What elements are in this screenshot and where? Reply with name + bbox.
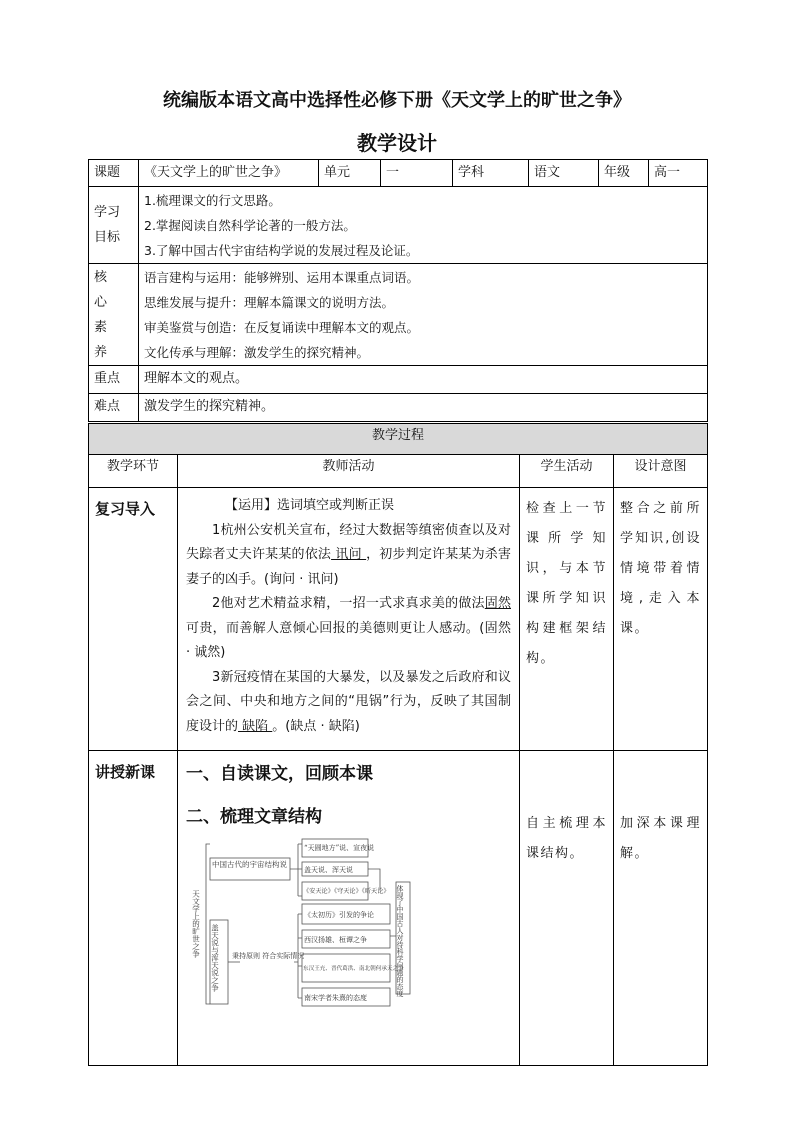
review-question-2: 2他对艺术精益求精，一招一式求真求美的做法固然 可贵，而善解人意倾心回报的美德则更让人感动。(固然 · 诚然) xyxy=(186,596,511,660)
core-item: 语言建构与运用：能够辨别、运用本课重点词语。 xyxy=(144,269,420,285)
diagram-conclusion: 体现了中国古人对待科学问题的态度 xyxy=(396,885,404,997)
newlesson-teacher-activity xyxy=(178,751,520,1066)
answer-blank: 缺陷 xyxy=(238,718,273,734)
diagram-root: 天文学上的旷世之争 xyxy=(191,890,201,958)
process-table xyxy=(88,423,708,1066)
goals-label: 学习 目标 xyxy=(89,187,139,264)
stage-review: 复习导入 xyxy=(89,488,178,751)
stage-new-lesson: 讲授新课 xyxy=(89,751,178,1066)
newlesson-design-intent: 加深本课理解。 xyxy=(614,751,708,1066)
diagram-branch1-item: 盖天说、浑天说 xyxy=(304,866,353,874)
document-subtitle: 教学设计 xyxy=(357,131,437,155)
unit-value: 一 xyxy=(381,160,453,187)
answer-blank: 固然 xyxy=(484,596,511,611)
difficult-label: 难点 xyxy=(89,394,139,422)
subject-label: 学科 xyxy=(453,160,529,187)
diagram-branch2-item: 西汉扬雄、桓谭之争 xyxy=(304,936,367,944)
diagram-branch2-item: 南宋学者朱熹的态度 xyxy=(304,994,367,1002)
review-teacher-activity xyxy=(178,488,520,751)
newlesson-student-activity: 自主梳理本课结构。 xyxy=(520,751,614,1066)
review-question-1: 1杭州公安机关宣布，经过大数据等缜密侦查以及对失踪者丈夫许某某的依法 讯问 ，初步判定许某某为杀害妻子的凶手。(询问 · 讯问) xyxy=(186,522,511,587)
structure-diagram-svg xyxy=(190,838,412,1010)
col-intent: 设计意图 xyxy=(614,455,708,488)
review-intro: 【运用】选词填空或判断正误 xyxy=(225,498,395,513)
diagram-branch2-item: 《太初历》引发的争论 xyxy=(304,911,374,919)
section-heading-2: 二、梳理文章结构 xyxy=(186,807,322,827)
answer-blank: 讯问 xyxy=(331,547,367,562)
review-student-activity: 检查上一节课所学知识，与本节课所学知识构建框架结构。 xyxy=(520,488,614,751)
goal-item: 2.掌握阅读自然科学论著的一般方法。 xyxy=(144,217,356,233)
topic-label: 课题 xyxy=(89,160,139,187)
key-value: 理解本文的观点。 xyxy=(139,366,708,394)
review-question-3: 3新冠疫情在某国的大暴发，以及暴发之后政府和议会之间、中央和地方之间的“甩锅”行为，反映了其国制度设计的 缺陷 。(缺点 · 缺陷) xyxy=(186,669,511,734)
col-stage: 教学环节 xyxy=(89,455,178,488)
subject-value: 语文 xyxy=(529,160,599,187)
document-title: 统编版本语文高中选择性必修下册《天文学上的旷世之争》 xyxy=(163,90,631,111)
key-label: 重点 xyxy=(89,366,139,394)
diagram-branch2-principle: 秉持原则 符合实际情况 xyxy=(232,952,305,960)
diagram-branch2: 盖天说与浑天说之争 xyxy=(210,924,220,992)
diagram-root-bracket xyxy=(206,844,210,1004)
review-design-intent: 整合之前所学知识,创设情境带着情境,走入本课。 xyxy=(614,488,708,751)
structure-diagram xyxy=(190,838,511,1014)
info-table xyxy=(88,159,708,422)
section-heading-1: 一、自读课文，回顾本课 xyxy=(186,764,373,784)
core-item: 审美鉴赏与创造：在反复诵读中理解本文的观点。 xyxy=(144,319,420,335)
core-item: 文化传承与理解：激发学生的探究精神。 xyxy=(144,344,370,360)
core-item: 思维发展与提升：理解本篇课文的说明方法。 xyxy=(144,294,395,310)
difficult-value: 激发学生的探究精神。 xyxy=(139,394,708,422)
goal-item: 1.梳理课文的行文思路。 xyxy=(144,192,281,208)
goals-list xyxy=(139,187,708,264)
col-student: 学生活动 xyxy=(520,455,614,488)
diagram-branch1: 中国古代的宇宙结构说 xyxy=(212,860,287,869)
process-header: 教学过程 xyxy=(89,424,708,455)
goal-item: 3.了解中国古代宇宙结构学说的发展过程及论证。 xyxy=(144,242,419,258)
unit-label: 单元 xyxy=(319,160,381,187)
core-list xyxy=(139,264,708,366)
diagram-branch1-item: 《安天论》《穹天论》《昕天论》 xyxy=(303,888,390,895)
core-label: 核 心 素 养 xyxy=(89,264,139,366)
diagram-branch1-item: “天圆地方”说、宣夜说 xyxy=(304,844,375,852)
grade-value: 高一 xyxy=(649,160,708,187)
diagram-branch2-item: 东汉王充、晋代葛洪、南北朝何承天之争 xyxy=(303,966,404,972)
grade-label: 年级 xyxy=(599,160,649,187)
col-teacher: 教师活动 xyxy=(178,455,520,488)
topic-value: 《天文学上的旷世之争》 xyxy=(139,160,319,187)
